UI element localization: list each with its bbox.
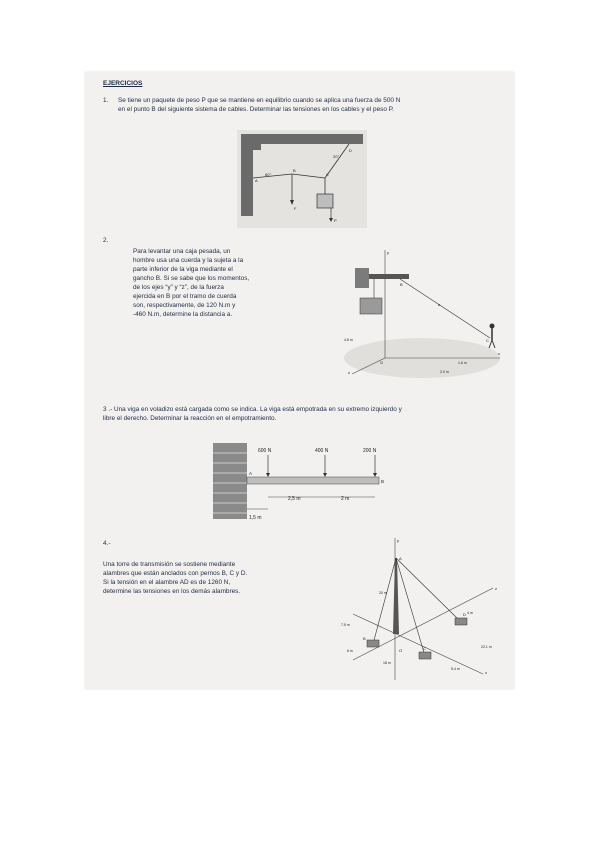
problem-3-figure bbox=[213, 437, 389, 525]
svg-text:7.5 m: 7.5 m bbox=[341, 623, 350, 627]
wall-bracket bbox=[355, 268, 369, 288]
svg-text:P: P bbox=[334, 218, 337, 223]
overhead-beam bbox=[369, 274, 409, 279]
svg-text:x: x bbox=[498, 351, 500, 356]
problem-2-text bbox=[133, 247, 298, 319]
svg-text:6 m: 6 m bbox=[347, 649, 353, 653]
svg-text:z: z bbox=[495, 586, 497, 591]
problem-4-text-line: alambres que están anclados con pernos B, C y D. bbox=[103, 570, 248, 577]
problem-1-figure bbox=[237, 130, 367, 228]
svg-text:C: C bbox=[326, 172, 329, 177]
svg-text:B: B bbox=[381, 479, 385, 484]
problem-2-text-line: hombre usa una cuerda y la sujeta a la bbox=[133, 257, 244, 264]
problem-2-text-line: ejercida en B por el tramo de cuerda bbox=[133, 293, 237, 300]
svg-text:200 N: 200 N bbox=[363, 448, 377, 454]
problem-1-text bbox=[118, 96, 510, 114]
svg-text:A: A bbox=[249, 471, 253, 476]
svg-text:4 m: 4 m bbox=[467, 611, 473, 615]
cable-system-diagram bbox=[237, 130, 367, 228]
svg-text:5.4 m: 5.4 m bbox=[451, 667, 460, 671]
problem-4-figure bbox=[333, 534, 503, 682]
problem-2-text-line: gancho B. Si se sabe que los momentos, bbox=[133, 275, 250, 282]
problem-2-text-line: Para levantar una caja pesada, un bbox=[133, 248, 231, 255]
ceiling-wall bbox=[241, 134, 363, 144]
svg-text:22.1 m: 22.1 m bbox=[481, 645, 492, 649]
svg-text:y: y bbox=[397, 538, 399, 543]
svg-text:A: A bbox=[255, 178, 258, 183]
svg-text:2,5 m: 2,5 m bbox=[288, 496, 301, 502]
problem-4-text-line: Si la tensión en el alambre AD es de 1260 N, bbox=[103, 579, 231, 586]
transmission-tower-diagram bbox=[333, 534, 503, 682]
svg-text:18 m: 18 m bbox=[383, 661, 391, 665]
problem-4-number: 4.- bbox=[103, 540, 111, 547]
package-box bbox=[317, 194, 333, 208]
problem-2-text-line: de los ejes “y” y “z”, de la fuerza bbox=[133, 284, 224, 291]
svg-text:B: B bbox=[363, 636, 366, 641]
brick-wall bbox=[213, 443, 247, 519]
svg-text:D: D bbox=[349, 148, 352, 153]
svg-text:C: C bbox=[423, 646, 426, 651]
svg-text:y: y bbox=[387, 250, 389, 255]
svg-text:2.0 m: 2.0 m bbox=[440, 370, 449, 374]
problem-2-figure bbox=[340, 246, 505, 381]
heavy-box bbox=[360, 298, 382, 314]
sheet-heading: EJERCICIOS bbox=[103, 80, 143, 87]
left-wall bbox=[241, 134, 253, 216]
svg-text:2 m: 2 m bbox=[341, 496, 350, 502]
problem-1-text-line-2: en el punto B del siguiente sistema de cables. Determinar las tensiones en los cables y el peso P. bbox=[118, 106, 394, 113]
problem-2-text-line: -460 N.m, determine la distancia a. bbox=[133, 311, 233, 318]
svg-text:C: C bbox=[486, 338, 489, 343]
problem-4-text bbox=[103, 560, 313, 596]
svg-text:O: O bbox=[399, 648, 403, 653]
svg-text:1,5 m: 1,5 m bbox=[249, 515, 262, 521]
svg-text:z: z bbox=[348, 370, 350, 375]
beam bbox=[247, 477, 379, 484]
problem-3-text bbox=[103, 405, 508, 423]
problem-1-number: 1. bbox=[103, 97, 109, 104]
svg-text:4.8 m: 4.8 m bbox=[344, 338, 353, 342]
problem-4-text-line: Una torre de transmisión se sostiene mediante bbox=[103, 561, 236, 568]
svg-text:60°: 60° bbox=[265, 172, 272, 177]
svg-text:O: O bbox=[380, 360, 384, 365]
tower bbox=[393, 558, 399, 634]
svg-text:20 m: 20 m bbox=[379, 591, 387, 595]
problem-2-text-line: parte inferior de la viga mediante el bbox=[133, 266, 233, 273]
problem-1-text-line-1: Se tiene un paquete de peso P que se mantiene en equilibrio cuando se aplica una fuerza de 500 N bbox=[118, 97, 401, 104]
svg-text:F: F bbox=[294, 206, 297, 211]
svg-text:B: B bbox=[400, 282, 403, 287]
cantilever-beam-diagram bbox=[213, 437, 389, 525]
problem-2-number: 2. bbox=[103, 237, 109, 244]
svg-text:600 N: 600 N bbox=[258, 448, 272, 454]
svg-text:20°: 20° bbox=[333, 154, 340, 159]
hoist-diagram bbox=[340, 246, 505, 381]
svg-text:1.6 m: 1.6 m bbox=[458, 361, 467, 365]
problem-3-number: 3 .- bbox=[103, 406, 113, 413]
problem-3-text-line-1-body: Una viga en voladizo está cargada como se indica. La viga está empotrada en su extremo izquierdo y bbox=[114, 406, 402, 413]
svg-text:x: x bbox=[485, 670, 487, 675]
problem-3-text-line-2: libre el derecho. Determinar la reacción en el empotramiento. bbox=[103, 415, 277, 422]
svg-text:B: B bbox=[293, 168, 296, 173]
problem-2-text-line: son, respectivamente, de 120 N.m y bbox=[133, 302, 236, 309]
problem-4-text-line: determine las tensiones en los demás alambres. bbox=[103, 588, 241, 595]
svg-text:a: a bbox=[438, 302, 441, 307]
svg-text:400 N: 400 N bbox=[315, 448, 329, 454]
svg-text:A: A bbox=[399, 556, 402, 561]
svg-text:D: D bbox=[463, 612, 466, 617]
exercise-sheet bbox=[85, 72, 514, 689]
problem-3-text-line-1 bbox=[103, 405, 508, 414]
